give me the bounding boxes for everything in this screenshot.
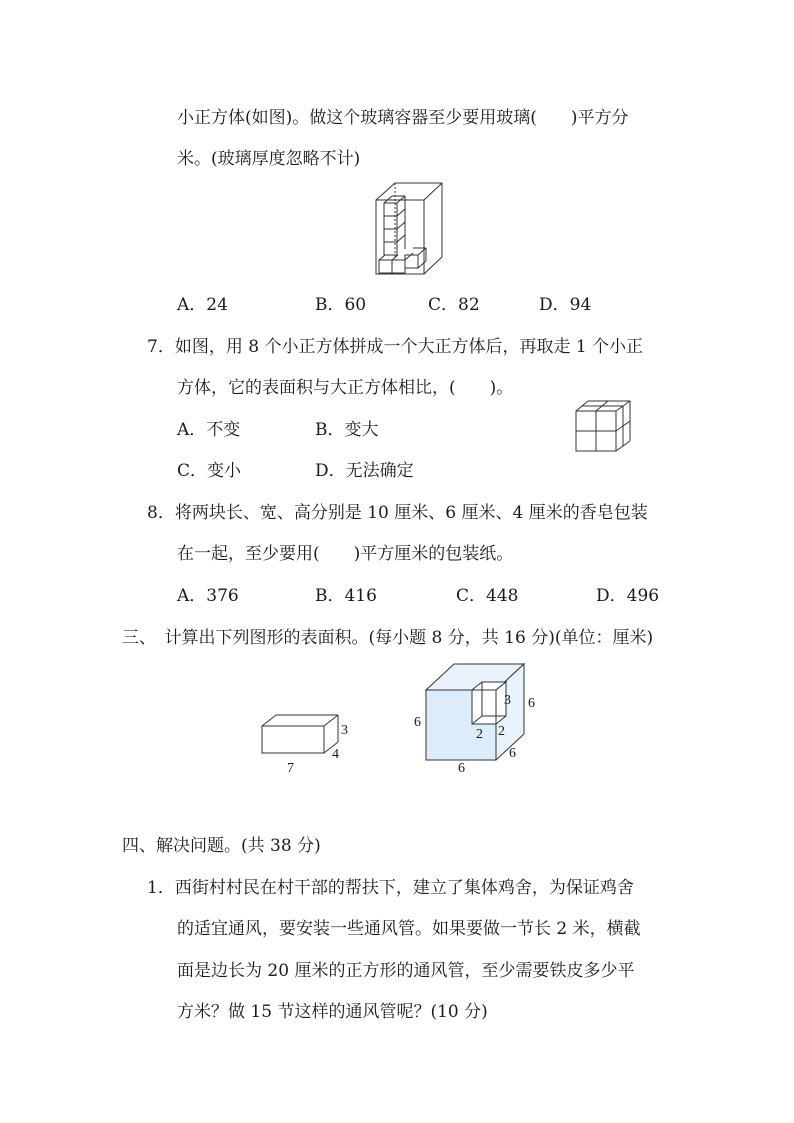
section4-heading: 四、解决问题。(共 38 分)	[122, 836, 321, 856]
fig2-hole-depth-label: 2	[498, 724, 505, 739]
fig2-left-label: 6	[414, 715, 421, 730]
fig1-length-label: 7	[287, 761, 294, 776]
q6-figure	[376, 183, 446, 275]
q7-figure	[574, 399, 634, 455]
section3-figure1-cuboid	[260, 713, 360, 776]
s4-q1-line4: 方米？做 15 节这样的通风管呢？(10 分)	[177, 1002, 488, 1022]
s4-q1-line1: 1．西街村村民在村干部的帮扶下，建立了集体鸡舍，为保证鸡舍	[147, 878, 634, 898]
q8-option-a[interactable]: A．376	[177, 586, 239, 606]
q8-option-b[interactable]: B．416	[315, 586, 377, 606]
q6-option-d[interactable]: D．94	[539, 295, 592, 315]
fig2-depth-label: 6	[528, 696, 535, 711]
section3-figure2-cube	[410, 662, 540, 774]
q7-option-b[interactable]: B．变大	[315, 420, 379, 440]
q8-line1: 8．将两块长、宽、高分别是 10 厘米、6 厘米、4 厘米的香皂包装	[147, 503, 648, 523]
q8-line2: 在一起，至少要用( )平方厘米的包装纸。	[177, 544, 514, 564]
q7-option-a[interactable]: A．不变	[177, 420, 241, 440]
section3-heading: 三、 计算出下列图形的表面积。(每小题 8 分，共 16 分)(单位：厘米)	[122, 628, 654, 648]
fig1-height-label: 3	[341, 723, 348, 738]
q7-option-d[interactable]: D．无法确定	[315, 461, 414, 481]
q7-line1: 7．如图，用 8 个小正方体拼成一个大正方体后，再取走 1 个小正	[147, 337, 644, 357]
q8-option-d[interactable]: D．496	[596, 586, 660, 606]
fig2-right-label: 6	[509, 746, 516, 761]
q6-line1: 小正方体(如图)。做这个玻璃容器至少要用玻璃( )平方分	[177, 108, 629, 128]
fig2-hole-height-label: 3	[504, 693, 511, 708]
s4-q1-line3: 面是边长为 20 厘米的正方形的通风管，至少需要铁皮多少平	[177, 961, 635, 981]
q6-option-b[interactable]: B．60	[315, 295, 367, 315]
q7-line2: 方体，它的表面积与大正方体相比，( )。	[177, 378, 514, 398]
s4-q1-line2: 的适宜通风，要安装一些通风管。如果要做一节长 2 米，横截	[177, 919, 641, 939]
fig1-width-label: 4	[332, 747, 339, 762]
fig2-hole-width-label: 2	[476, 727, 483, 742]
fig2-bottom-label: 6	[458, 761, 465, 776]
q6-option-c[interactable]: C．82	[428, 295, 480, 315]
q8-option-c[interactable]: C．448	[456, 586, 519, 606]
q7-option-c[interactable]: C．变小	[177, 461, 242, 481]
q6-option-a[interactable]: A．24	[177, 295, 228, 315]
q6-line2: 米。(玻璃厚度忽略不计)	[177, 149, 361, 169]
